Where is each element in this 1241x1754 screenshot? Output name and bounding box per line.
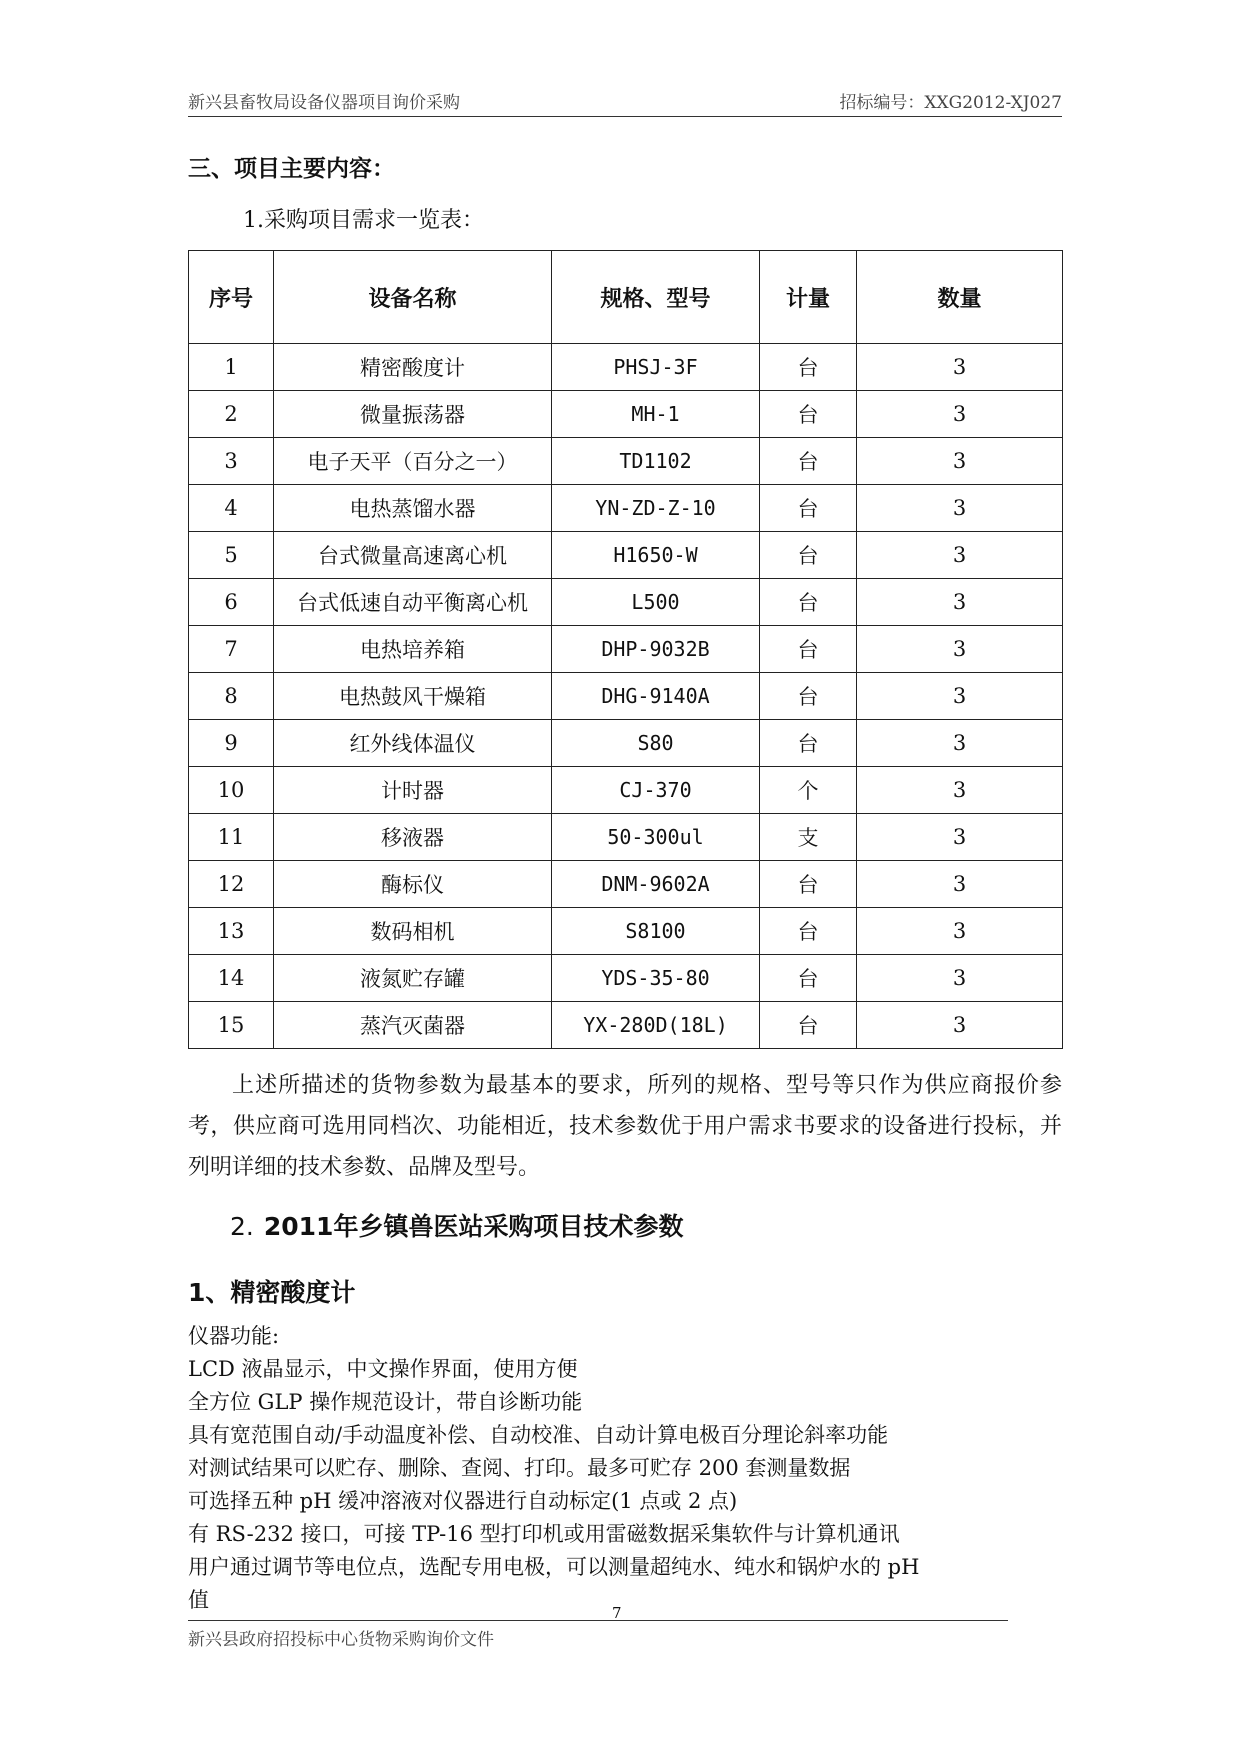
cell-equipment-name: 红外线体温仪 (274, 720, 552, 767)
requirements-note: 上述所描述的货物参数为最基本的要求，所列的规格、型号等只作为供应商报价参考，供应商可选用同档次、功能相近，技术参数优于用户需求书要求的设备进行投标，并列明详细的技术参数、品牌及型号。 (188, 1073, 1062, 1180)
header-spec-model: 规格、型号 (552, 251, 760, 344)
cell-quantity: 3 (857, 532, 1063, 579)
cell-index: 12 (189, 861, 274, 908)
cell-spec-model: H1650-W (552, 532, 760, 579)
requirements-table (188, 250, 1063, 1049)
table-header-row (189, 251, 1063, 344)
header-quantity: 数量 (857, 251, 1063, 344)
cell-quantity: 3 (857, 626, 1063, 673)
table-row (189, 438, 1063, 485)
cell-spec-model: CJ-370 (552, 767, 760, 814)
cell-unit: 台 (760, 438, 857, 485)
cell-unit: 台 (760, 955, 857, 1002)
feature-line: 仪器功能: (188, 1324, 280, 1348)
feature-line: LCD 液晶显示，中文操作界面，使用方便 (188, 1357, 578, 1381)
cell-quantity: 3 (857, 673, 1063, 720)
cell-quantity: 3 (857, 344, 1063, 391)
table-row (189, 908, 1063, 955)
cell-spec-model: YX-280D(18L) (552, 1002, 760, 1049)
feature-line: 可选择五种 pH 缓冲溶液对仪器进行自动标定(1 点或 2 点) (188, 1489, 738, 1513)
cell-unit: 台 (760, 720, 857, 767)
cell-index: 13 (189, 908, 274, 955)
page-footer: 新兴县政府招投标中心货物采购询价文件 (188, 1620, 1008, 1655)
cell-unit: 台 (760, 1002, 857, 1049)
table-row (189, 861, 1063, 908)
cell-quantity: 3 (857, 438, 1063, 485)
cell-spec-model: DHP-9032B (552, 626, 760, 673)
cell-spec-model: YDS-35-80 (552, 955, 760, 1002)
subsection-heading (230, 1207, 683, 1243)
cell-equipment-name: 台式微量高速离心机 (274, 532, 552, 579)
cell-spec-model: DHG-9140A (552, 673, 760, 720)
table-row (189, 1002, 1063, 1049)
cell-index: 9 (189, 720, 274, 767)
cell-equipment-name: 移液器 (274, 814, 552, 861)
cell-spec-model: PHSJ-3F (552, 344, 760, 391)
page-header (188, 86, 1062, 117)
cell-unit: 台 (760, 579, 857, 626)
cell-quantity: 3 (857, 861, 1063, 908)
cell-equipment-name: 电热鼓风干燥箱 (274, 673, 552, 720)
cell-quantity: 3 (857, 485, 1063, 532)
cell-index: 3 (189, 438, 274, 485)
table-row (189, 955, 1063, 1002)
cell-quantity: 3 (857, 814, 1063, 861)
cell-spec-model: L500 (552, 579, 760, 626)
cell-quantity: 3 (857, 720, 1063, 767)
table-row (189, 673, 1063, 720)
header-bid-number: 招标编号：XXG2012-XJ027 (839, 93, 1062, 113)
cell-equipment-name: 电子天平（百分之一） (274, 438, 552, 485)
cell-index: 6 (189, 579, 274, 626)
subsection-number: 2. (230, 1212, 254, 1241)
cell-unit: 台 (760, 391, 857, 438)
cell-equipment-name: 蒸汽灭菌器 (274, 1002, 552, 1049)
table-row (189, 579, 1063, 626)
cell-unit: 台 (760, 908, 857, 955)
cell-equipment-name: 酶标仪 (274, 861, 552, 908)
header-equipment-name: 设备名称 (274, 251, 552, 344)
table-row (189, 626, 1063, 673)
cell-spec-model: 50-300ul (552, 814, 760, 861)
cell-unit: 台 (760, 861, 857, 908)
table-row (189, 344, 1063, 391)
table-row (189, 485, 1063, 532)
cell-unit: 台 (760, 532, 857, 579)
feature-line: 有 RS-232 接口，可接 TP-16 型打印机或用雷磁数据采集软件与计算机通讯 (188, 1522, 900, 1546)
cell-unit: 台 (760, 626, 857, 673)
item-heading: 1、精密酸度计 (188, 1278, 356, 1307)
cell-equipment-name: 电热蒸馏水器 (274, 485, 552, 532)
header-unit: 计量 (760, 251, 857, 344)
feature-line: 具有宽范围自动/手动温度补偿、自动校准、自动计算电极百分理论斜率功能 (188, 1423, 889, 1447)
cell-index: 2 (189, 391, 274, 438)
cell-quantity: 3 (857, 579, 1063, 626)
cell-index: 4 (189, 485, 274, 532)
cell-unit: 台 (760, 673, 857, 720)
cell-equipment-name: 电热培养箱 (274, 626, 552, 673)
cell-index: 7 (189, 626, 274, 673)
cell-spec-model: TD1102 (552, 438, 760, 485)
table-caption: 1.采购项目需求一览表： (243, 208, 484, 233)
cell-index: 5 (189, 532, 274, 579)
feature-line: 对测试结果可以贮存、删除、查阅、打印。最多可贮存 200 套测量数据 (188, 1456, 851, 1480)
cell-equipment-name: 台式低速自动平衡离心机 (274, 579, 552, 626)
cell-quantity: 3 (857, 391, 1063, 438)
cell-index: 11 (189, 814, 274, 861)
page-number: 7 (612, 1604, 622, 1622)
cell-spec-model: DNM-9602A (552, 861, 760, 908)
cell-spec-model: S8100 (552, 908, 760, 955)
table-row (189, 767, 1063, 814)
cell-unit: 个 (760, 767, 857, 814)
cell-index: 10 (189, 767, 274, 814)
header-project-title: 新兴县畜牧局设备仪器项目询价采购 (188, 93, 460, 113)
cell-equipment-name: 液氮贮存罐 (274, 955, 552, 1002)
cell-equipment-name: 计时器 (274, 767, 552, 814)
cell-quantity: 3 (857, 1002, 1063, 1049)
table-row (189, 532, 1063, 579)
feature-line: 用户通过调节等电位点，选配专用电极，可以测量超纯水、纯水和锅炉水的 pH (188, 1555, 920, 1579)
cell-unit: 台 (760, 485, 857, 532)
cell-equipment-name: 数码相机 (274, 908, 552, 955)
cell-index: 8 (189, 673, 274, 720)
cell-index: 14 (189, 955, 274, 1002)
cell-quantity: 3 (857, 955, 1063, 1002)
header-index: 序号 (189, 251, 274, 344)
section-title: 三、项目主要内容： (188, 156, 395, 182)
table-row (189, 391, 1063, 438)
cell-equipment-name: 精密酸度计 (274, 344, 552, 391)
cell-spec-model: MH-1 (552, 391, 760, 438)
feature-line: 全方位 GLP 操作规范设计，带自诊断功能 (188, 1390, 583, 1414)
cell-unit: 台 (760, 344, 857, 391)
subsection-title: 2011年乡镇兽医站采购项目技术参数 (263, 1212, 684, 1241)
feature-list (188, 1320, 1068, 1617)
cell-index: 15 (189, 1002, 274, 1049)
cell-unit: 支 (760, 814, 857, 861)
cell-index: 1 (189, 344, 274, 391)
cell-equipment-name: 微量振荡器 (274, 391, 552, 438)
cell-spec-model: S80 (552, 720, 760, 767)
cell-spec-model: YN-ZD-Z-10 (552, 485, 760, 532)
cell-quantity: 3 (857, 908, 1063, 955)
cell-quantity: 3 (857, 767, 1063, 814)
table-row (189, 814, 1063, 861)
feature-line: 值 (188, 1588, 209, 1612)
table-row (189, 720, 1063, 767)
